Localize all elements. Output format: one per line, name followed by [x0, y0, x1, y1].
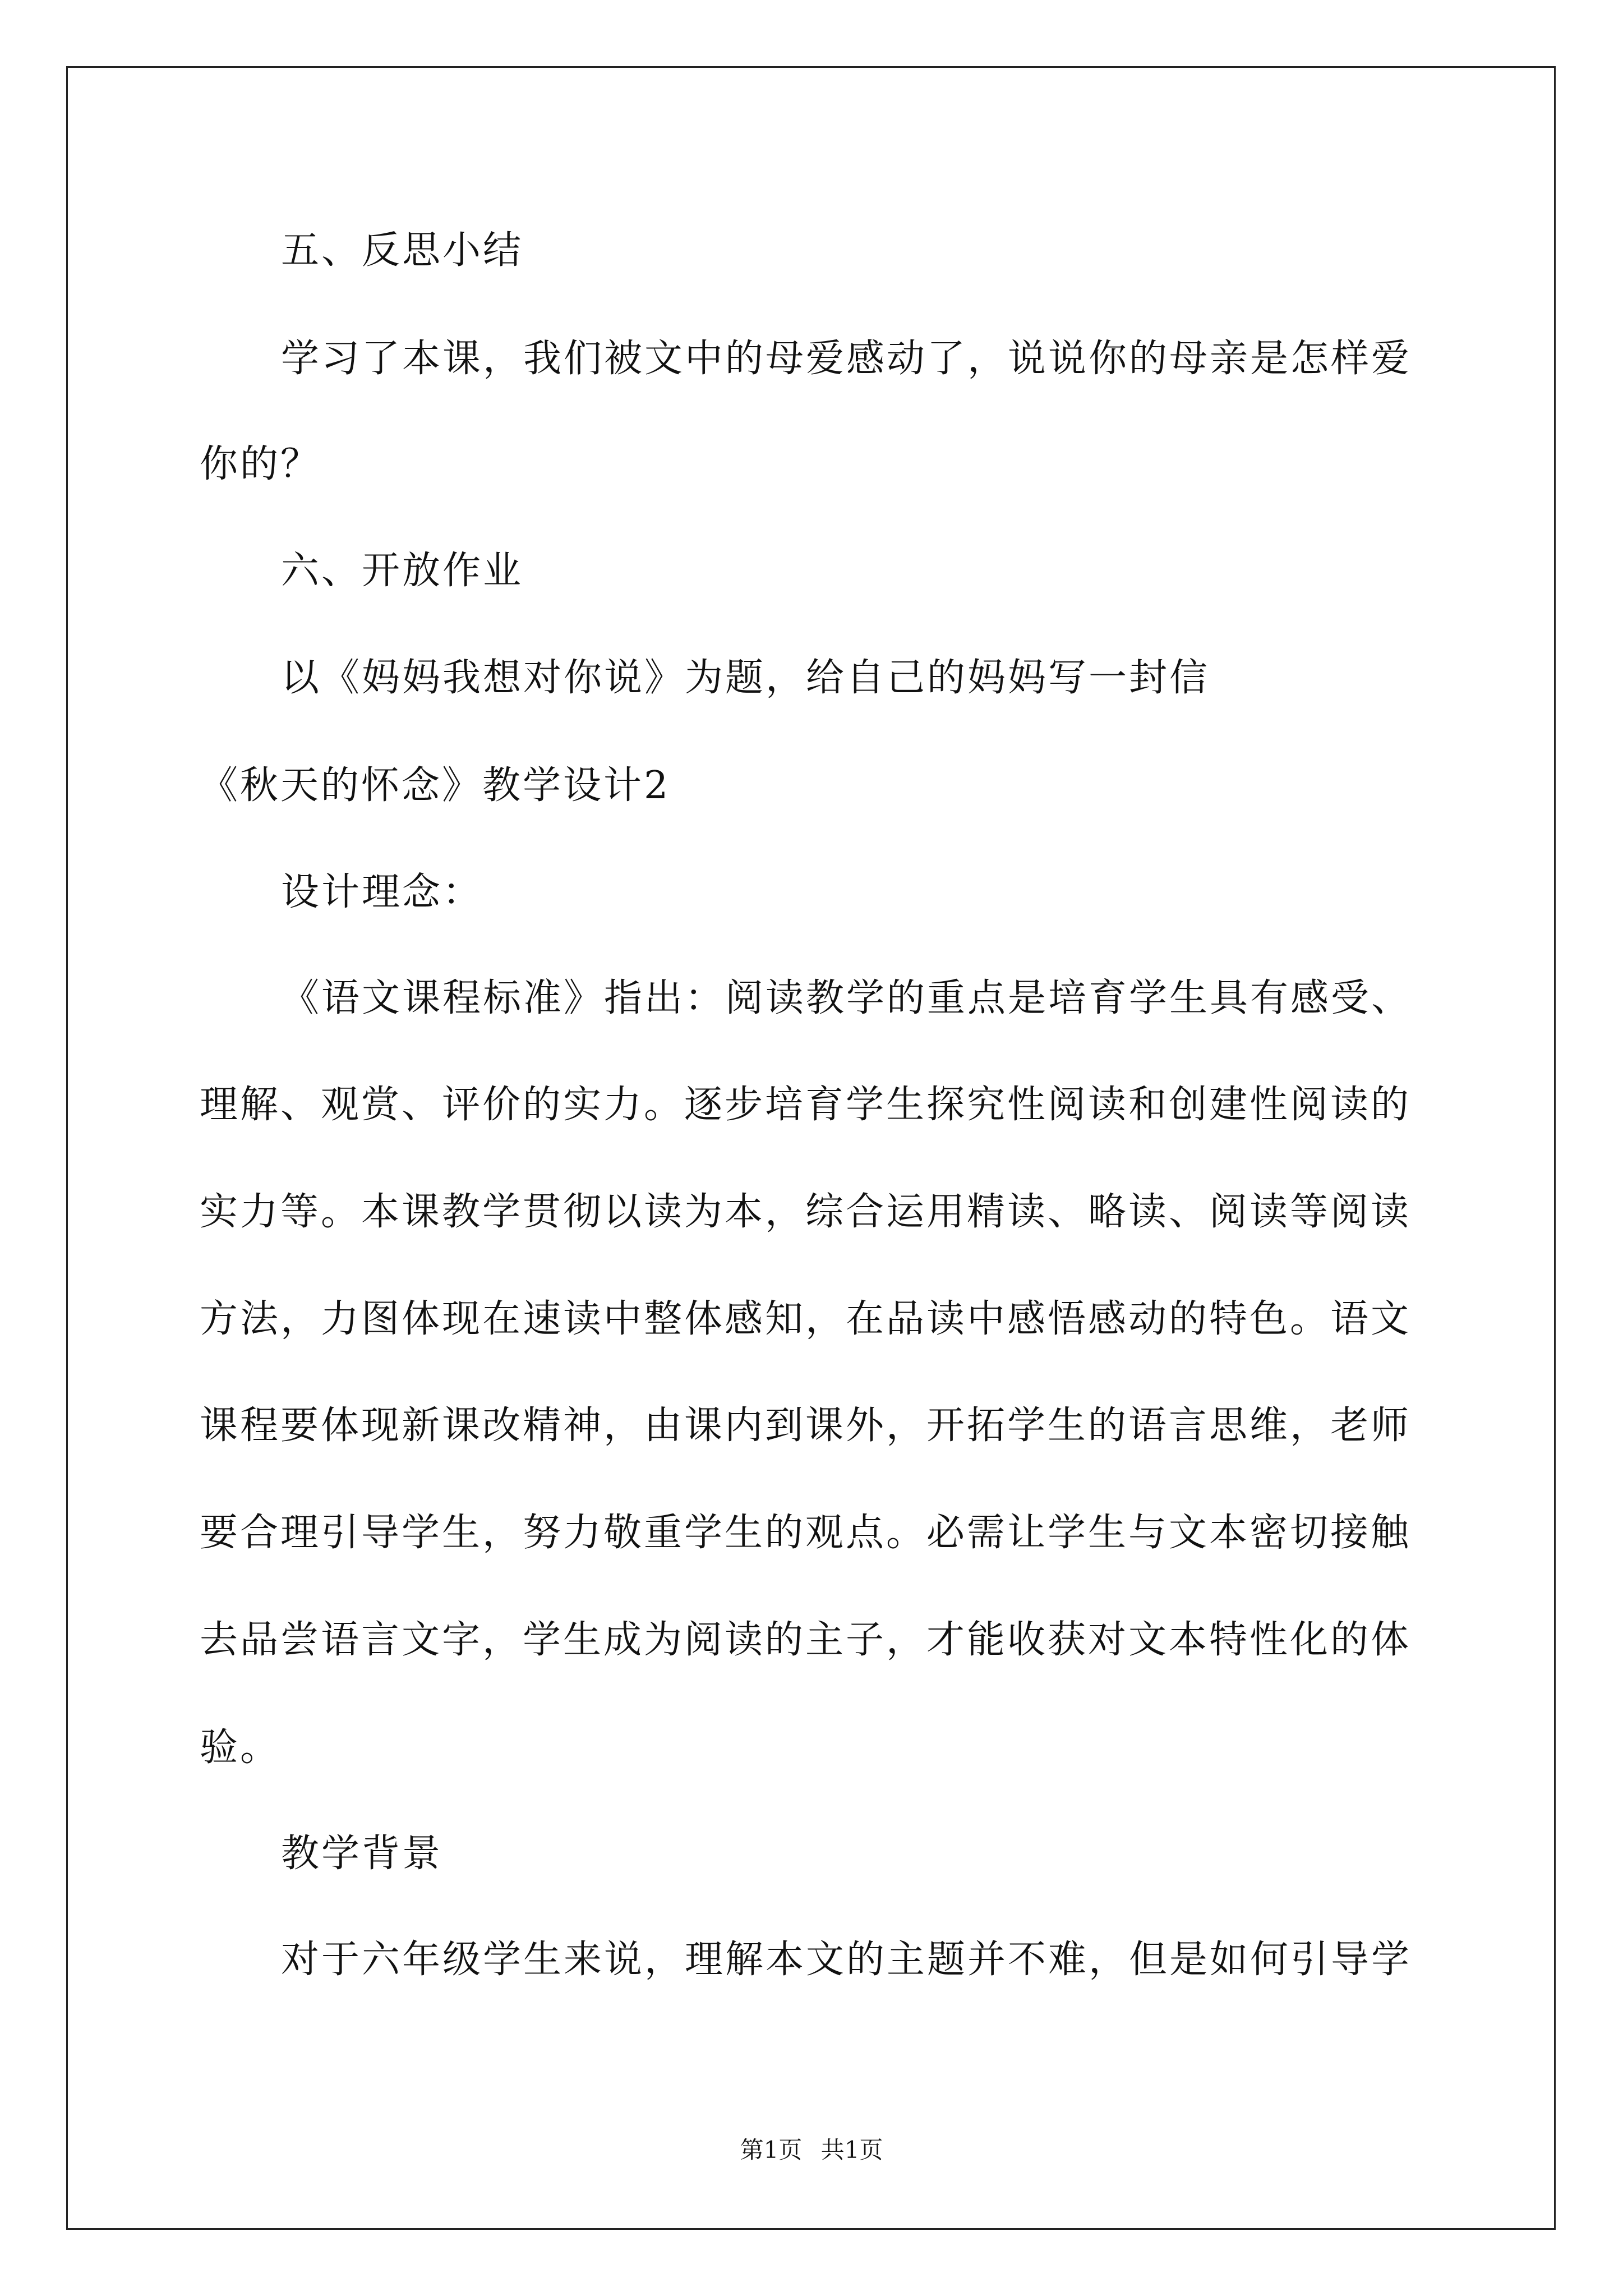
paragraph-line: 学习了本课，我们被文中的母爱感动了，说说你的母亲是怎样爱	[281, 337, 1412, 381]
section-heading-homework: 六、开放作业	[281, 549, 524, 593]
paragraph-line: 你的？	[200, 442, 321, 486]
section-heading-reflection: 五、反思小结	[281, 228, 524, 273]
paragraph-line: 实力等。本课教学贯彻以读为本，综合运用精读、略读、阅读等阅读	[200, 1190, 1412, 1234]
paragraph-line: 课程要体现新课改精神，由课内到课外，开拓学生的语言思维，老师	[200, 1404, 1412, 1448]
paragraph-line: 《语文课程标准》指出：阅读教学的重点是培育学生具有感受、	[281, 976, 1412, 1020]
page-border	[66, 66, 1556, 2230]
paragraph-line: 要合理引导学生，努力敬重学生的观点。必需让学生与文本密切接触	[200, 1511, 1412, 1555]
paragraph-line: 方法，力图体现在速读中整体感知，在品读中感悟感动的特色。语文	[200, 1297, 1412, 1341]
paragraph-line: 验。	[200, 1726, 281, 1770]
paragraph-line: 对于六年级学生来说，理解本文的主题并不难，但是如何引导学	[281, 1938, 1412, 1982]
page-footer	[0, 2138, 1623, 2162]
paragraph-line: 理解、观赏、评价的实力。逐步培育学生探究性阅读和创建性阅读的	[200, 1083, 1412, 1127]
page-total: 共1页	[820, 2136, 883, 2164]
page-number: 第1页	[740, 2136, 803, 2164]
paragraph-line: 去品尝语言文字，学生成为阅读的主子，才能收获对文本特性化的体	[200, 1618, 1412, 1662]
document-title: 《秋天的怀念》教学设计2	[200, 763, 671, 808]
section-heading-background: 教学背景	[281, 1832, 443, 1876]
paragraph-line: 以《妈妈我想对你说》为题，给自己的妈妈写一封信	[281, 656, 1210, 700]
section-heading-design-concept: 设计理念：	[281, 870, 483, 914]
